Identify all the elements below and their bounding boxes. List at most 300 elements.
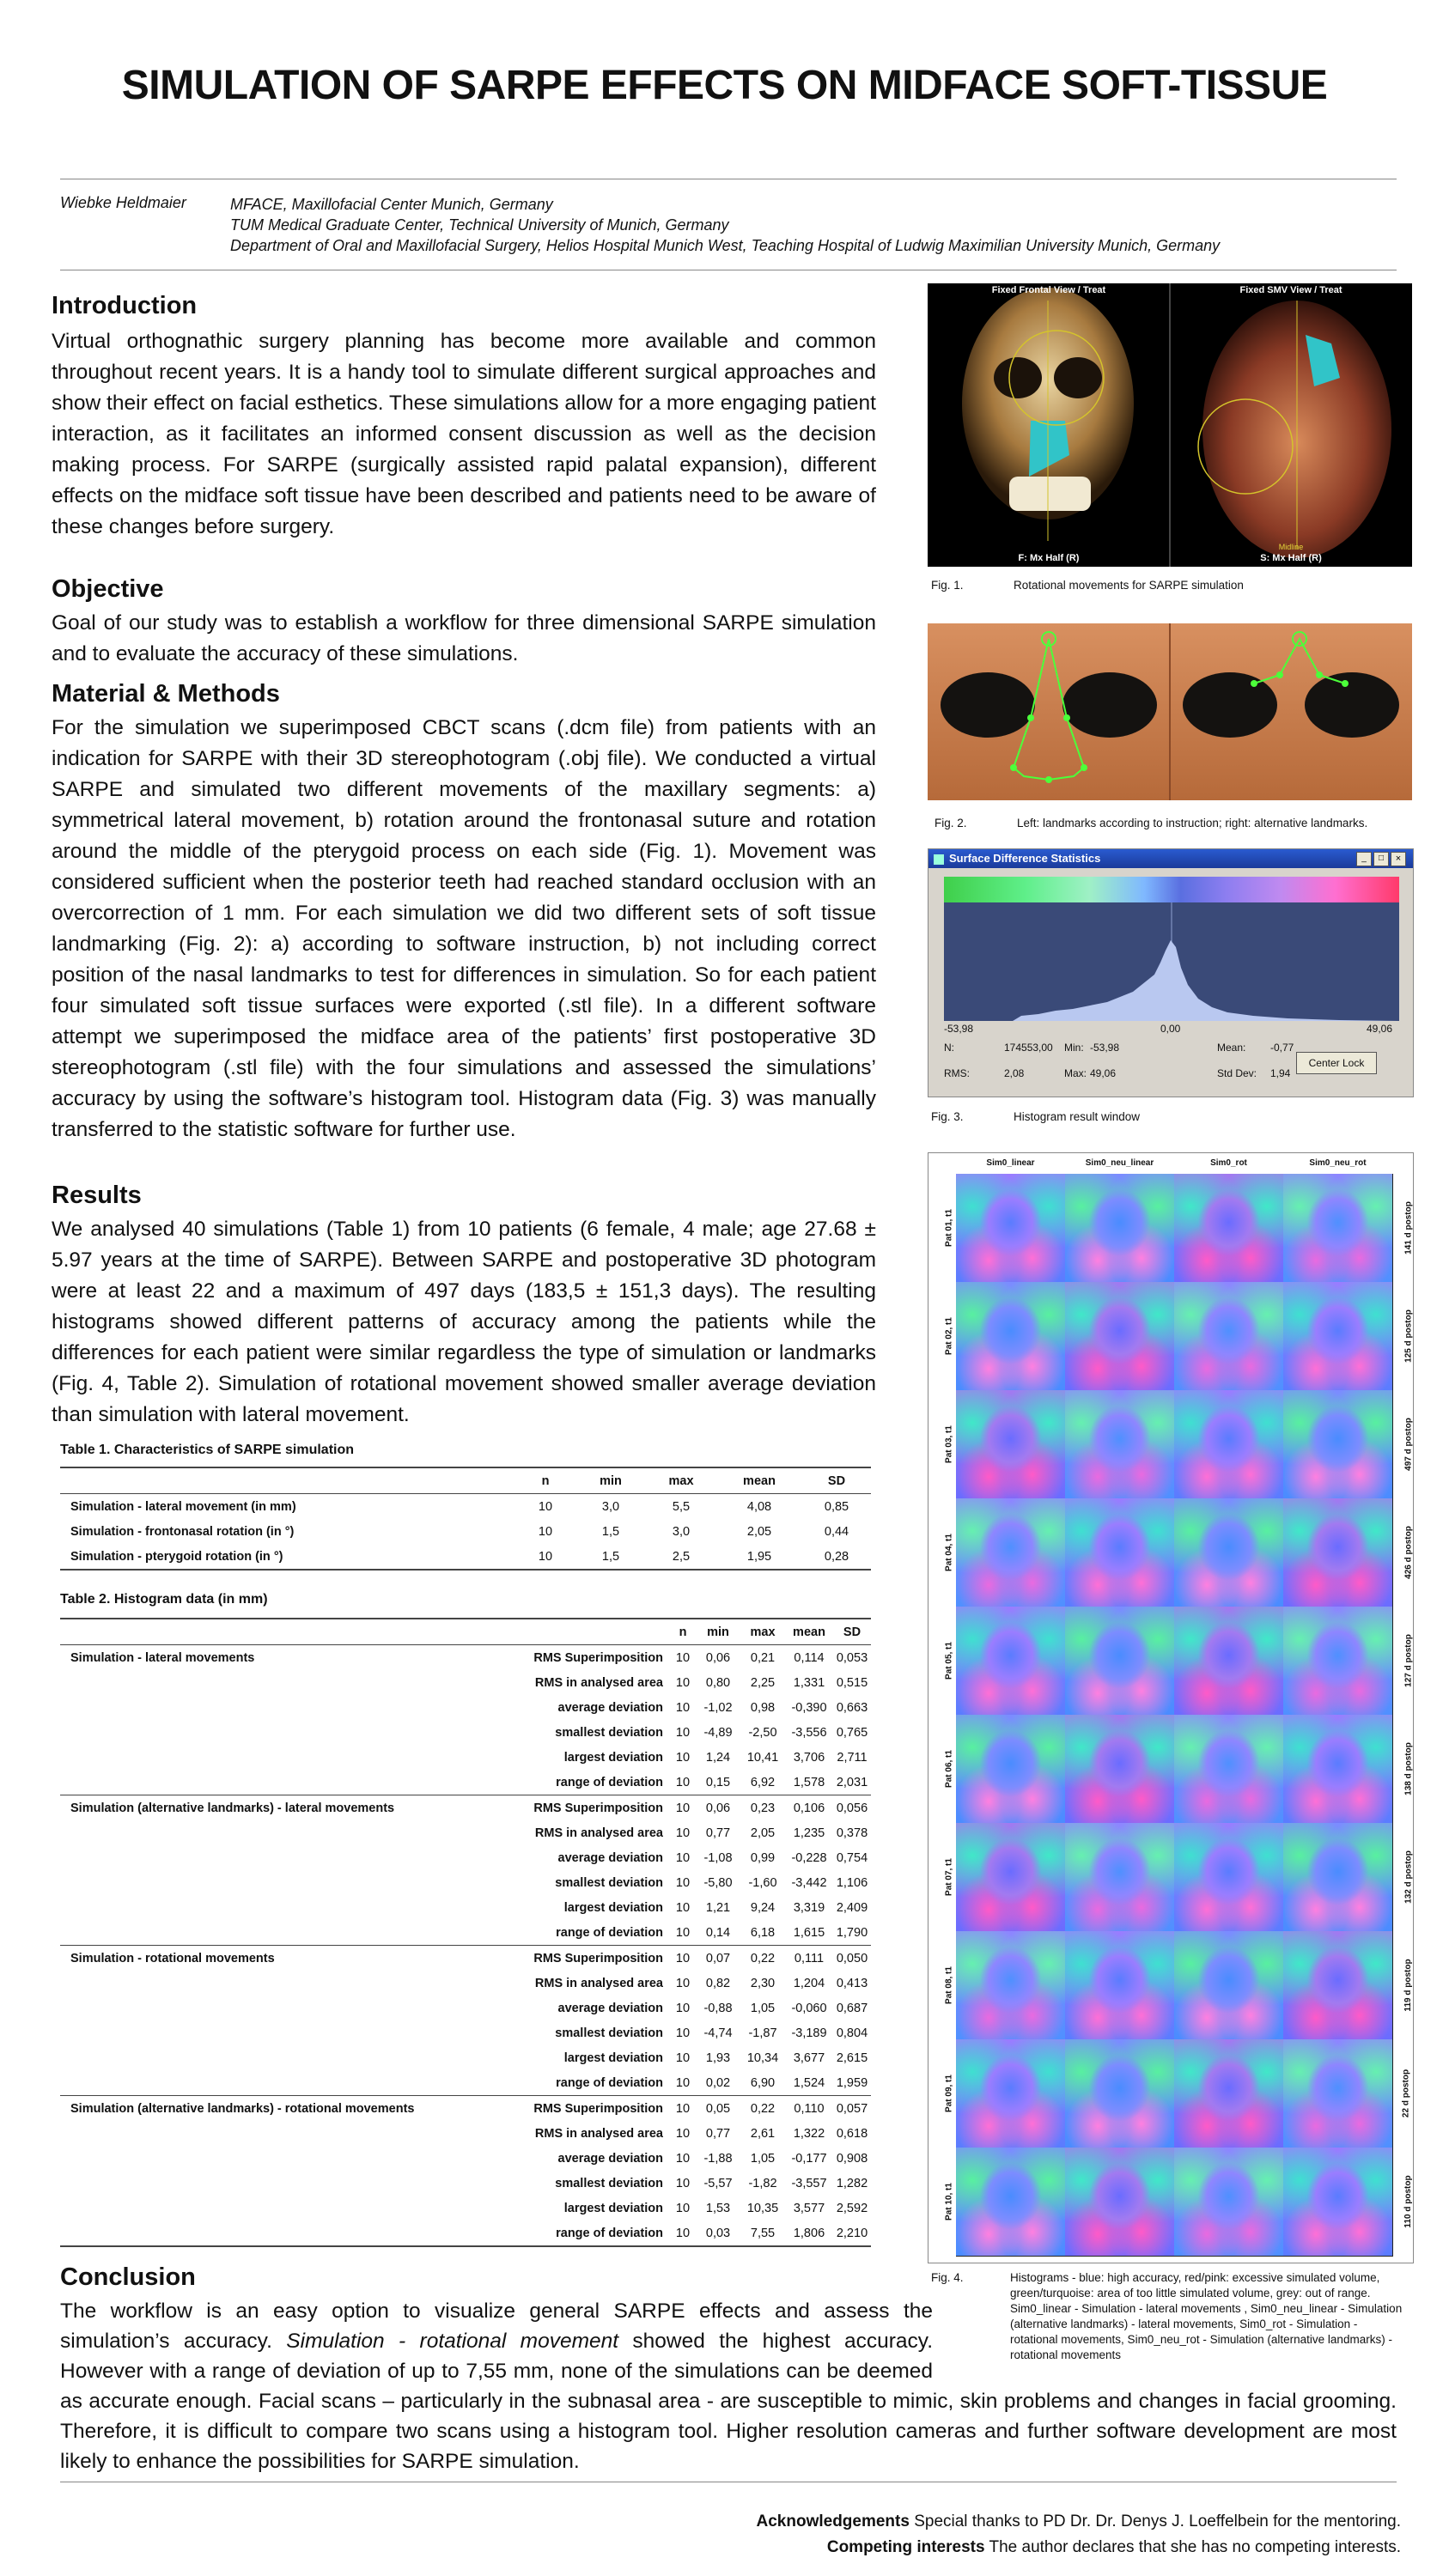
fig4-row-label-right: 138 d postop bbox=[1403, 1742, 1414, 1795]
table2-cell: -0,390 bbox=[791, 1700, 827, 1715]
table2-header-cell: mean bbox=[785, 1619, 833, 1645]
objective-heading: Objective bbox=[52, 575, 164, 603]
fig4-histogram-tile bbox=[1283, 1498, 1393, 1607]
table2-header-cell: SD bbox=[833, 1619, 871, 1645]
table2-cell: 0,050 bbox=[833, 1946, 871, 1971]
fig4-histogram-tile bbox=[1065, 1282, 1175, 1391]
table2-cell: 0,908 bbox=[836, 2151, 868, 2166]
fig4-row-label-right: 132 d postop bbox=[1403, 1850, 1414, 1904]
table2-cell: -5,57 bbox=[703, 2176, 733, 2190]
fig4-histogram-tile bbox=[1065, 1390, 1175, 1499]
table2-cell: -0,228 bbox=[791, 1850, 827, 1865]
table2 bbox=[60, 1618, 871, 2247]
table2-row bbox=[60, 1720, 871, 1745]
table2-cell: 0,05 bbox=[696, 2096, 740, 2122]
fig3-titlebar bbox=[928, 849, 1413, 868]
table2-cell: 0,111 bbox=[785, 1946, 833, 1971]
fig4-histogram-tile bbox=[1174, 2148, 1284, 2257]
table2-group-spacer bbox=[60, 2070, 464, 2096]
ack-label: Acknowledgements bbox=[756, 2512, 910, 2530]
table2-header-cell: min bbox=[696, 1619, 740, 1645]
table2-cell: 2,210 bbox=[836, 2226, 868, 2240]
table1-cell: 3,0 bbox=[672, 1524, 691, 1539]
table1-cell: 0,28 bbox=[824, 1549, 849, 1564]
center-lock-button[interactable]: Center Lock bbox=[1296, 1052, 1377, 1074]
competing-interests bbox=[827, 2538, 1401, 2557]
table2-cell: 3,577 bbox=[793, 2201, 825, 2215]
objective-text: Goal of our study was to establish a workflow for three dimensional SARPE simulation and to evaluate the accuracy of these simulations. bbox=[52, 611, 876, 665]
table2-row bbox=[60, 2171, 871, 2196]
table2-cell: 1,53 bbox=[705, 2201, 731, 2215]
table1-cell: 1,5 bbox=[601, 1549, 620, 1564]
table2-header-cell: max bbox=[740, 1619, 785, 1645]
fig4-histogram-tile bbox=[1174, 1931, 1284, 2040]
table2-cell: 10 bbox=[675, 1650, 691, 1665]
table2-cell: -0,88 bbox=[703, 2001, 733, 2015]
table2-row-label: RMS Superimposition bbox=[464, 1946, 670, 1971]
fig4-histogram-tile bbox=[1174, 1498, 1284, 1607]
introduction-text: Virtual orthognathic surgery planning has become more available and common throughout recent years. It is a handy tool to simulate different surgical approaches and show their effect on facial esthetics. These simulations allow for a more engaging patient interaction, as it facilitates an informed consent discussion as well as the decision making process. For SARPE (surgically assisted rapid palatal expansion), different effects on the midface soft tissue have been described and patients need to be aware of these changes before surgery. bbox=[52, 330, 876, 538]
table2-group-spacer bbox=[60, 1895, 464, 1920]
fig4-histogram-tile bbox=[1174, 2039, 1284, 2148]
table2-row-label: largest deviation bbox=[563, 2201, 663, 2215]
fig3-caption: Histogram result window bbox=[1014, 1110, 1141, 1123]
table2-row-label: largest deviation bbox=[563, 1900, 663, 1915]
table2-group-spacer bbox=[60, 1920, 464, 1946]
table2-cell: 1,93 bbox=[705, 2050, 731, 2065]
table2-group-spacer bbox=[60, 1971, 464, 1996]
fig4-row-label-left: Pat 10, t1 bbox=[944, 2183, 954, 2221]
table2-cell: 0,663 bbox=[836, 1700, 868, 1715]
fig4-caption: Histograms - blue: high accuracy, red/pink: excessive simulated volume, green/turquoise: area of too little simulated volume, grey: out of range. Sim0_linear - Simulation - lateral movements , Sim0_neu_linear - Simulation (alternative landmarks) - lateral movements, Sim0_rot - Simulation - rotational movements, Sim0_neu_rot - Simulation (alternative landmarks) - rotational movements bbox=[1010, 2271, 1403, 2361]
stat-sd-label: Std Dev: bbox=[1217, 1067, 1257, 1079]
table2-cell: -0,060 bbox=[791, 2001, 827, 2015]
table1-row bbox=[60, 1544, 871, 1570]
table2-group-spacer bbox=[60, 2196, 464, 2221]
table2-row-label: average deviation bbox=[557, 2151, 663, 2166]
fig4-row-label-right: 119 d postop bbox=[1403, 1959, 1414, 2012]
table2-row-label: smallest deviation bbox=[555, 2026, 663, 2040]
table2-cell: 10 bbox=[675, 2201, 691, 2215]
table2-cell: 10 bbox=[675, 1826, 691, 1840]
table2-row bbox=[60, 1870, 871, 1895]
table2-cell: 0,15 bbox=[705, 1775, 731, 1789]
table1-header-cell bbox=[60, 1467, 515, 1494]
table2-cell: 3,706 bbox=[793, 1750, 825, 1765]
table2-row-label: RMS in analysed area bbox=[534, 2126, 663, 2141]
table1-cell: 4,08 bbox=[746, 1499, 772, 1514]
table2-cell: 2,25 bbox=[750, 1675, 776, 1690]
table1-cell: 1,95 bbox=[746, 1549, 772, 1564]
close-icon[interactable]: × bbox=[1391, 852, 1406, 866]
fig4-histogram-tile bbox=[1174, 1607, 1284, 1716]
table2-cell: 0,07 bbox=[696, 1946, 740, 1971]
table2-group-spacer bbox=[60, 1695, 464, 1720]
fig4-row-label-right: 497 d postop bbox=[1403, 1418, 1414, 1471]
table2-cell: 2,615 bbox=[836, 2050, 868, 2065]
fig3-scale-max: 49,06 bbox=[1367, 1023, 1393, 1035]
table2-row-label: smallest deviation bbox=[555, 2176, 663, 2190]
methods-heading: Material & Methods bbox=[52, 680, 280, 708]
table2-row bbox=[60, 2196, 871, 2221]
stat-max: 49,06 bbox=[1090, 1067, 1117, 1079]
fig4-row-label-left: Pat 03, t1 bbox=[944, 1425, 954, 1463]
fig4-histogram-tile bbox=[1283, 1823, 1393, 1932]
fig4-column-header: Sim0_rot bbox=[1210, 1158, 1247, 1168]
table2-cell: 1,235 bbox=[793, 1826, 825, 1840]
fig4-histogram-tile bbox=[1174, 1174, 1284, 1283]
fig4-histogram-tile bbox=[956, 1715, 1066, 1824]
table2-cell: 1,322 bbox=[793, 2126, 825, 2141]
fig4-histogram-tile bbox=[956, 2148, 1066, 2257]
table2-row-label: smallest deviation bbox=[555, 1875, 663, 1890]
table2-header-cell: n bbox=[670, 1619, 696, 1645]
table2-group-name: Simulation (alternative landmarks) - rotational movements bbox=[60, 2096, 464, 2122]
fig4-row-label-right: 127 d postop bbox=[1403, 1634, 1414, 1687]
fig4-row-labels-left bbox=[928, 1174, 954, 2256]
table2-cell: 0,378 bbox=[836, 1826, 868, 1840]
table2-cell: 1,204 bbox=[793, 1976, 825, 1990]
ci-text: The author declares that she has no competing interests. bbox=[984, 2538, 1401, 2556]
fig1-skull-renderings bbox=[928, 283, 1412, 567]
fig4-row-label-right: 125 d postop bbox=[1403, 1309, 1414, 1363]
table2-cell: 0,765 bbox=[836, 1725, 868, 1740]
table2-cell: 10 bbox=[675, 2151, 691, 2166]
table2-cell: 2,031 bbox=[836, 1775, 868, 1789]
table2-cell: 0,804 bbox=[836, 2026, 868, 2040]
table2-cell: 10 bbox=[675, 1725, 691, 1740]
table2-cell: 0,82 bbox=[705, 1976, 731, 1990]
table2-row bbox=[60, 1845, 871, 1870]
fig2-caption-num: Fig. 2. bbox=[935, 817, 967, 829]
table2-cell: -3,557 bbox=[791, 2176, 827, 2190]
fig4-histogram-tile bbox=[956, 1823, 1066, 1932]
fig3-scale-mid: 0,00 bbox=[1160, 1023, 1181, 1035]
table2-cell: -1,82 bbox=[748, 2176, 777, 2190]
table2-row bbox=[60, 1645, 871, 1671]
table2-header-row bbox=[60, 1619, 871, 1645]
table2-cell: 0,03 bbox=[705, 2226, 731, 2240]
stat-min: -53,98 bbox=[1090, 1042, 1120, 1054]
introduction-heading: Introduction bbox=[52, 292, 198, 319]
table2-row bbox=[60, 1996, 871, 2020]
table1-cell: 10 bbox=[538, 1524, 553, 1539]
fig4-row-label-left: Pat 04, t1 bbox=[944, 1534, 954, 1571]
table2-cell: 10 bbox=[675, 1850, 691, 1865]
table2-row-label: average deviation bbox=[557, 1850, 663, 1865]
table2-row bbox=[60, 2096, 871, 2122]
table2-cell: 1,05 bbox=[750, 2151, 776, 2166]
stat-mean-label: Mean: bbox=[1217, 1042, 1246, 1054]
fig4-row-label-left: Pat 07, t1 bbox=[944, 1858, 954, 1896]
fig1-bottom-right: S: Mx Half (R) bbox=[1260, 553, 1322, 563]
fig4-column-header: Sim0_neu_linear bbox=[1085, 1158, 1154, 1168]
fig4-histogram-tile bbox=[1283, 1931, 1393, 2040]
table2-cell: 6,18 bbox=[750, 1925, 776, 1940]
conclusion-text-italic: Simulation - rotational movement bbox=[286, 2330, 619, 2353]
table2-cell: -1,08 bbox=[703, 1850, 733, 1865]
table1-cell: 5,5 bbox=[672, 1499, 691, 1514]
table2-cell: 10 bbox=[675, 1675, 691, 1690]
table2-cell: 10 bbox=[675, 2226, 691, 2240]
affiliation-2: TUM Medical Graduate Center, Technical University of Munich, Germany bbox=[230, 216, 729, 234]
fig4-histogram-tile bbox=[1283, 2039, 1393, 2148]
table2-cell: 0,114 bbox=[794, 1650, 825, 1665]
table2-cell: 0,06 bbox=[696, 1795, 740, 1821]
fig4-histogram-tile bbox=[956, 1607, 1066, 1716]
table2-cell: 0,618 bbox=[836, 2126, 868, 2141]
poster-title: SIMULATION OF SARPE EFFECTS ON MIDFACE SOFT-TISSUE bbox=[121, 63, 1328, 108]
table2-caption: Table 2. Histogram data (in mm) bbox=[60, 1592, 268, 1607]
fig4-histogram-tile bbox=[956, 1498, 1066, 1607]
table2-row bbox=[60, 2070, 871, 2096]
table2-cell: 0,02 bbox=[705, 2075, 731, 2090]
table2-cell: 10 bbox=[675, 2075, 691, 2090]
table1-header-cell: min bbox=[575, 1467, 646, 1494]
fig4-histogram-tile bbox=[956, 2039, 1066, 2148]
table2-row bbox=[60, 2045, 871, 2070]
table2-cell: 10,34 bbox=[746, 2050, 779, 2065]
table2-row-label: average deviation bbox=[557, 1700, 663, 1715]
table2-row-label: RMS Superimposition bbox=[464, 1795, 670, 1821]
table2-cell: 0,77 bbox=[705, 2126, 731, 2141]
table2-cell: 10 bbox=[675, 1976, 691, 1990]
table2-row bbox=[60, 1695, 871, 1720]
ci-label: Competing interests bbox=[826, 2538, 985, 2556]
table2-row-label: RMS Superimposition bbox=[533, 1650, 663, 1665]
fig4-histogram-tile bbox=[1065, 1715, 1175, 1824]
maximize-icon[interactable]: □ bbox=[1373, 852, 1389, 866]
fig4-histogram-tile bbox=[1065, 1931, 1175, 2040]
fig1-bottom-mid: Midline bbox=[1278, 543, 1304, 551]
fig4-row-label-left: Pat 08, t1 bbox=[944, 1966, 954, 2004]
fig4-histogram-tile bbox=[1283, 1715, 1393, 1824]
table2-cell: 0,99 bbox=[750, 1850, 776, 1865]
table2-cell: 0,22 bbox=[740, 2096, 785, 2122]
table2-cell: 10 bbox=[675, 1900, 691, 1915]
table1-header-row bbox=[60, 1467, 871, 1494]
table2-cell: 1,806 bbox=[793, 2226, 825, 2240]
table2-row-label: RMS in analysed area bbox=[534, 1675, 663, 1690]
table2-cell: 7,55 bbox=[750, 2226, 776, 2240]
affiliations bbox=[230, 194, 1220, 256]
fig3-window-controls bbox=[1356, 852, 1406, 866]
table1-header-cell: max bbox=[646, 1467, 716, 1494]
table1-cell: Simulation - frontonasal rotation (in °) bbox=[70, 1524, 295, 1539]
conclusion-text-after: showed the highest accuracy. However with a range of deviation of up to 7,55 mm, none of the simulations can be deemed as accurate enough. Facial scans – particularly in the subnasal area - are susceptible to mimic, skin problems and changes in facial grooming. Therefore, it is difficult to compare two scans using a histogram tool. Higher resolution cameras and further software development are most likely to enhance the possibilities for SARPE simulation. bbox=[60, 2330, 1397, 2473]
table2-row bbox=[60, 1946, 871, 1971]
table2-cell: 10 bbox=[670, 2096, 696, 2122]
table2-cell: 0,106 bbox=[785, 1795, 833, 1821]
table1-cell: Simulation - lateral movement (in mm) bbox=[70, 1499, 296, 1514]
table2-cell: -1,60 bbox=[748, 1875, 777, 1890]
table2-cell: -1,87 bbox=[748, 2026, 777, 2040]
fig4-column-header: Sim0_linear bbox=[986, 1158, 1035, 1168]
fig4-histogram-tile bbox=[1065, 1174, 1175, 1283]
fig3-caption-num: Fig. 3. bbox=[931, 1110, 964, 1123]
fig3-window-title: Surface Difference Statistics bbox=[949, 852, 1101, 865]
table2-cell: 1,21 bbox=[705, 1900, 731, 1915]
table2-cell: 0,21 bbox=[750, 1650, 776, 1665]
fig1-image bbox=[928, 283, 1412, 567]
table2-cell: 0,687 bbox=[836, 2001, 868, 2015]
fig1-label-left: Fixed Frontal View / Treat bbox=[991, 285, 1106, 295]
fig4-row-label-right: 426 d postop bbox=[1403, 1526, 1414, 1579]
table2-row bbox=[60, 1971, 871, 1996]
table2-row-label: smallest deviation bbox=[555, 1725, 663, 1740]
table2-cell: 1,282 bbox=[836, 2176, 868, 2190]
table2-row-label: range of deviation bbox=[556, 2226, 663, 2240]
table2-row bbox=[60, 1895, 871, 1920]
fig2-caption: Left: landmarks according to instruction; right: alternative landmarks. bbox=[1017, 817, 1368, 829]
fig4-histogram-tile bbox=[1174, 1823, 1284, 1932]
table2-cell: 1,05 bbox=[750, 2001, 776, 2015]
stat-max-label: Max: bbox=[1064, 1067, 1087, 1079]
table2-row bbox=[60, 1745, 871, 1770]
fig4-histogram-tile bbox=[1065, 1607, 1175, 1716]
table2-cell: 1,24 bbox=[705, 1750, 731, 1765]
table2-cell: 0,754 bbox=[836, 1850, 868, 1865]
table2-group-spacer bbox=[60, 2146, 464, 2171]
table2-cell: 0,413 bbox=[836, 1976, 868, 1990]
table2-group-name: Simulation (alternative landmarks) - lateral movements bbox=[60, 1795, 464, 1821]
fig3-histogram-window bbox=[928, 848, 1414, 1097]
fig4-histogram-tile bbox=[1174, 1282, 1284, 1391]
table2-cell: 0,80 bbox=[705, 1675, 731, 1690]
fig1-bottom-left: F: Mx Half (R) bbox=[1018, 553, 1080, 563]
table2-cell: -0,177 bbox=[791, 2151, 827, 2166]
table2-cell: 10 bbox=[675, 1700, 691, 1715]
table2-cell: 10 bbox=[675, 2050, 691, 2065]
table2-group-spacer bbox=[60, 2045, 464, 2070]
table2-cell: 10 bbox=[675, 1875, 691, 1890]
table2-group-spacer bbox=[60, 1745, 464, 1770]
fig4-histogram-tile bbox=[1283, 1282, 1393, 1391]
stat-sd: 1,94 bbox=[1270, 1067, 1291, 1079]
table2-cell: 0,06 bbox=[705, 1650, 731, 1665]
fig1-caption-num: Fig. 1. bbox=[931, 579, 964, 592]
table2-cell: 1,331 bbox=[793, 1675, 825, 1690]
fig4-histogram-tile bbox=[956, 1174, 1066, 1283]
table2-cell: 0,053 bbox=[836, 1650, 868, 1665]
table2-header-cell bbox=[60, 1619, 464, 1645]
fig4-histogram-tile bbox=[1174, 1390, 1284, 1499]
fig4-grid bbox=[956, 1174, 1392, 2256]
fig3-histogram-plot bbox=[944, 902, 1399, 1021]
methods-text: For the simulation we superimposed CBCT scans (.dcm file) from patients with an indication for SARPE with their 3D stereophotogram (.obj file). We conducted a virtual SARPE and simulated two different movements of the maxillary segments: a) symmetrical lateral movement, b) rotation around the frontonasal suture and rotation around the middle of the pterygoid process on each side (Fig. 1). Movement was considered sufficient when the posterior teeth had reached standard occlusion with an overcorrection of 1 mm. For each simulation we did two different sets of soft tissue landmarking (Fig. 2): a) according to software instruction, b) not including correct position of the nasal landmarks to test for differences in simulation. So for each patient four simulated soft tissue surfaces were exported (.stl file). In a different software attempt we superimposed the midface area of the patients’ first postoperative 3D stereophotogram (.stl file) with the four simulations and assessed the simulations’ accuracy by using the software’s histogram tool. Histogram data (Fig. 3) was manually transferred to the statistic software for further use. bbox=[52, 716, 876, 1141]
table1-cell: Simulation - pterygoid rotation (in °) bbox=[70, 1549, 283, 1564]
fig4-row-label-left: Pat 06, t1 bbox=[944, 1750, 954, 1788]
table2-cell: 0,98 bbox=[750, 1700, 776, 1715]
table1-header-cell: SD bbox=[802, 1467, 871, 1494]
table2-cell: 10 bbox=[675, 2176, 691, 2190]
table2-row-label: range of deviation bbox=[556, 1775, 663, 1789]
table2-cell: 2,61 bbox=[750, 2126, 776, 2141]
table2-cell: -4,74 bbox=[703, 2026, 733, 2040]
fig4-column-header: Sim0_neu_rot bbox=[1309, 1158, 1367, 1168]
fig4-row-labels-right bbox=[1394, 1174, 1413, 2256]
table2-cell: -3,189 bbox=[791, 2026, 827, 2040]
results-heading: Results bbox=[52, 1182, 142, 1209]
table1-cell: 3,0 bbox=[601, 1499, 620, 1514]
fig4-image bbox=[928, 1152, 1414, 2263]
table2-row-label: RMS in analysed area bbox=[534, 1976, 663, 1990]
table2-cell: 10 bbox=[675, 2001, 691, 2015]
table2-cell: -1,02 bbox=[703, 1700, 733, 1715]
table2-row-label: average deviation bbox=[557, 2001, 663, 2015]
table2-row bbox=[60, 2121, 871, 2146]
fig4-histogram-tile bbox=[1065, 2039, 1175, 2148]
table2-cell: 0,515 bbox=[836, 1675, 868, 1690]
table2-cell: 1,790 bbox=[836, 1925, 868, 1940]
table2-cell: 0,23 bbox=[740, 1795, 785, 1821]
table2-cell: -1,88 bbox=[703, 2151, 733, 2166]
table1-cell: 2,05 bbox=[746, 1524, 772, 1539]
table2-cell: -5,80 bbox=[703, 1875, 733, 1890]
conclusion-heading: Conclusion bbox=[60, 2263, 196, 2291]
table2-group-name: Simulation - rotational movements bbox=[60, 1946, 464, 1971]
fig4-row-label-right: 141 d postop bbox=[1403, 1201, 1414, 1255]
app-icon bbox=[934, 854, 944, 865]
table2-group-spacer bbox=[60, 2121, 464, 2146]
table2-cell: -2,50 bbox=[748, 1725, 777, 1740]
table2-cell: 10,41 bbox=[746, 1750, 779, 1765]
fig4-histogram-tile bbox=[956, 1390, 1066, 1499]
fig4-row-label-right: 110 d postop bbox=[1403, 2175, 1414, 2228]
table2-row-label: largest deviation bbox=[563, 1750, 663, 1765]
affiliation-1: MFACE, Maxillofacial Center Munich, Germany bbox=[230, 196, 553, 213]
table2-cell: 10 bbox=[675, 1775, 691, 1789]
table1-cell: 10 bbox=[538, 1549, 553, 1564]
table2-group-spacer bbox=[60, 2020, 464, 2045]
table2-cell: 6,90 bbox=[750, 2075, 776, 2090]
table2-cell: 2,409 bbox=[836, 1900, 868, 1915]
table2-row-label: range of deviation bbox=[556, 1925, 663, 1940]
table2-cell: 10 bbox=[675, 2026, 691, 2040]
fig4-caption-num: Fig. 4. bbox=[931, 2271, 964, 2284]
table1-row bbox=[60, 1494, 871, 1520]
minimize-icon[interactable]: _ bbox=[1356, 852, 1372, 866]
table2-cell: 0,77 bbox=[705, 1826, 731, 1840]
fig4-row-label-right: 22 d postop bbox=[1401, 2069, 1411, 2118]
table2-cell: 1,578 bbox=[793, 1775, 825, 1789]
table2-cell: 1,615 bbox=[793, 1925, 825, 1940]
table2-row-label: range of deviation bbox=[556, 2075, 663, 2090]
table2-cell: 1,959 bbox=[836, 2075, 868, 2090]
table2-cell: 1,106 bbox=[836, 1875, 868, 1890]
table2-row-label: RMS Superimposition bbox=[464, 2096, 670, 2122]
fig4-histogram-tile bbox=[1065, 2148, 1175, 2257]
fig4-row-label-left: Pat 01, t1 bbox=[944, 1209, 954, 1247]
stat-n-label: N: bbox=[944, 1042, 954, 1054]
table1-cell: 0,44 bbox=[824, 1524, 849, 1539]
fig2-image bbox=[928, 623, 1412, 800]
ack-text: Special thanks to PD Dr. Dr. Denys J. Loeffelbein for the mentoring. bbox=[909, 2512, 1401, 2530]
fig4-row-label-left: Pat 09, t1 bbox=[944, 2075, 954, 2112]
table2-cell: 2,05 bbox=[750, 1826, 776, 1840]
table2-group-name: Simulation - lateral movements bbox=[70, 1650, 255, 1665]
table2-group-spacer bbox=[60, 1720, 464, 1745]
table2-group-spacer bbox=[60, 1770, 464, 1795]
affiliation-3: Department of Oral and Maxillofacial Surgery, Helios Hospital Munich West, Teaching Hospital of Ludwig Maximilian University Munich, Germany bbox=[230, 237, 1221, 254]
table1-header-cell: mean bbox=[716, 1467, 802, 1494]
fig1-label-right: Fixed SMV View / Treat bbox=[1239, 285, 1342, 295]
table2-group-spacer bbox=[60, 2171, 464, 2196]
table2-group-spacer bbox=[60, 1845, 464, 1870]
table2-cell: 0,14 bbox=[705, 1925, 731, 1940]
fig4-histogram-tile bbox=[1283, 2148, 1393, 2257]
table2-row bbox=[60, 1920, 871, 1946]
